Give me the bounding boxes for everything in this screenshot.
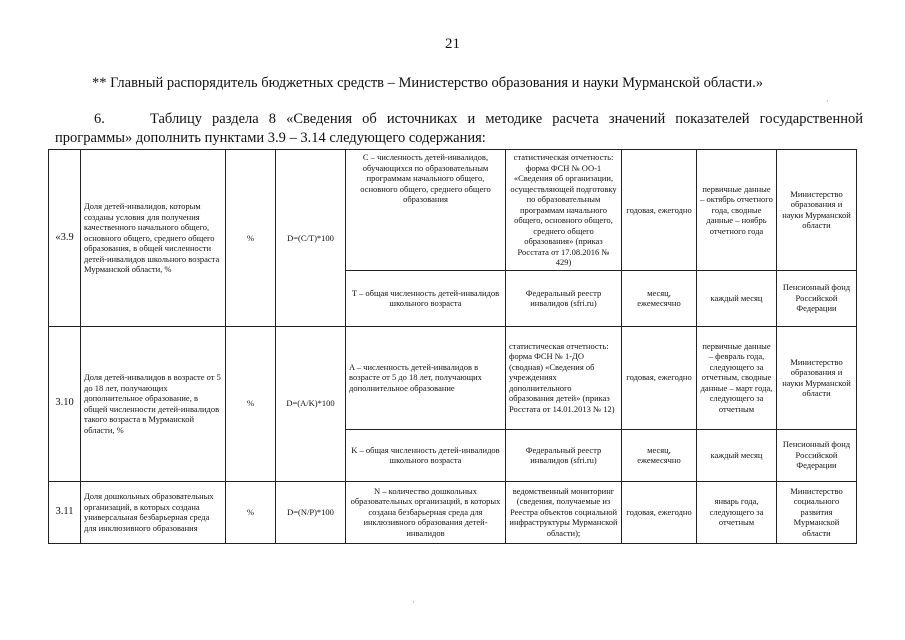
component: T – общая численность детей-инвалидов школьного возраста — [346, 270, 506, 326]
data-source: Федеральный реестр инвалидов (sfri.ru) — [506, 270, 622, 326]
paragraph-text: Таблицу раздела 8 «Сведения об источниках и методике расчета значений показателей государственной программы» дополнить пунктами 3.9 – 3.14 следующего содержания: — [55, 111, 863, 146]
timing: первичные данные – февраль года, следующего за отчетным, сводные данные – март года, следующего за отчетным — [697, 326, 777, 429]
formula: D=(A/K)*100 — [276, 326, 346, 481]
responsible: Пенсионный фонд Российской Федерации — [777, 429, 857, 481]
data-source: Федеральный реестр инвалидов (sfri.ru) — [506, 429, 622, 481]
paragraph-6 — [55, 110, 863, 148]
responsible: Пенсионный фонд Российской Федерации — [777, 270, 857, 326]
periodicity: годовая, ежегодно — [622, 326, 697, 429]
responsible: Министерство образования и науки Мурманской области — [777, 326, 857, 429]
data-source: ведомственный мониторинг (сведения, получаемые из Реестра объектов социальной инфраструктуры Мурманской области); — [506, 481, 622, 543]
component: C – численность детей-инвалидов, обучающихся по образовательным программам начального общего, основного общего, среднего общего образования — [346, 150, 506, 271]
periodicity: месяц, ежемесячно — [622, 429, 697, 481]
formula: D=(N/P)*100 — [276, 481, 346, 543]
paragraph-number: 6. — [94, 111, 105, 127]
data-source: статистическая отчетность: форма ФСН № ОО-1 «Сведения об организации, осуществляющей подготовку по образовательным программам начального общего, основного общего, среднего общего образования» (приказ Росстата от 17.08.2016 № 429) — [506, 150, 622, 271]
table-row — [49, 481, 857, 543]
component: K – общая численность детей-инвалидов школьного возраста — [346, 429, 506, 481]
indicator-name: Доля детей-инвалидов в возрасте от 5 до 18 лет, получающих дополнительное образование, в общей численности детей-инвалидов такого возраста в Мурманской области, % — [81, 326, 226, 481]
table-row — [49, 150, 857, 271]
timing: первичные данные – октябрь отчетного года, сводные данные – ноябрь отчетного года — [697, 150, 777, 271]
indicators-table — [48, 149, 857, 544]
responsible: Министерство образования и науки Мурманской области — [777, 150, 857, 271]
unit: % — [226, 150, 276, 327]
unit: % — [226, 326, 276, 481]
unit: % — [226, 481, 276, 543]
indicator-name: Доля детей-инвалидов, которым созданы условия для получения качественного начального общего, основного общего, среднего общего образования, в общей численности детей-инвалидов школьного возраста Мурманской области, % — [81, 150, 226, 327]
scan-speck: · — [412, 598, 415, 607]
timing: каждый месяц — [697, 270, 777, 326]
timing: каждый месяц — [697, 429, 777, 481]
periodicity: годовая, ежегодно — [622, 150, 697, 271]
row-number: 3.11 — [49, 481, 81, 543]
component: N – количество дошкольных образовательных организаций, в которых создана безбарьерная среда для инклюзивного образования детей-инвалидов — [346, 481, 506, 543]
data-source: статистическая отчетность: форма ФСН № 1-ДО (сводная) «Сведения об учреждениях дополнительного образования детей» (приказ Росстата от 14.01.2013 № 12) — [506, 326, 622, 429]
formula: D=(C/T)*100 — [276, 150, 346, 327]
periodicity: месяц, ежемесячно — [622, 270, 697, 326]
indicator-name: Доля дошкольных образовательных организаций, в которых создана универсальная безбарьерная среда для инклюзивного образования — [81, 481, 226, 543]
row-number: 3.10 — [49, 326, 81, 481]
component: A – численность детей-инвалидов в возрасте от 5 до 18 лет, получающих дополнительное образование — [346, 326, 506, 429]
footnote: ** Главный распорядитель бюджетных средств – Министерство образования и науки Мурманской области.» — [92, 75, 763, 91]
timing: январь года, следующего за отчетным — [697, 481, 777, 543]
table-row — [49, 326, 857, 429]
row-number: «3.9 — [49, 150, 81, 327]
periodicity: годовая, ежегодно — [622, 481, 697, 543]
scan-speck: · — [826, 97, 829, 106]
page-number: 21 — [445, 36, 460, 52]
responsible: Министерство социального развития Мурманской области — [777, 481, 857, 543]
